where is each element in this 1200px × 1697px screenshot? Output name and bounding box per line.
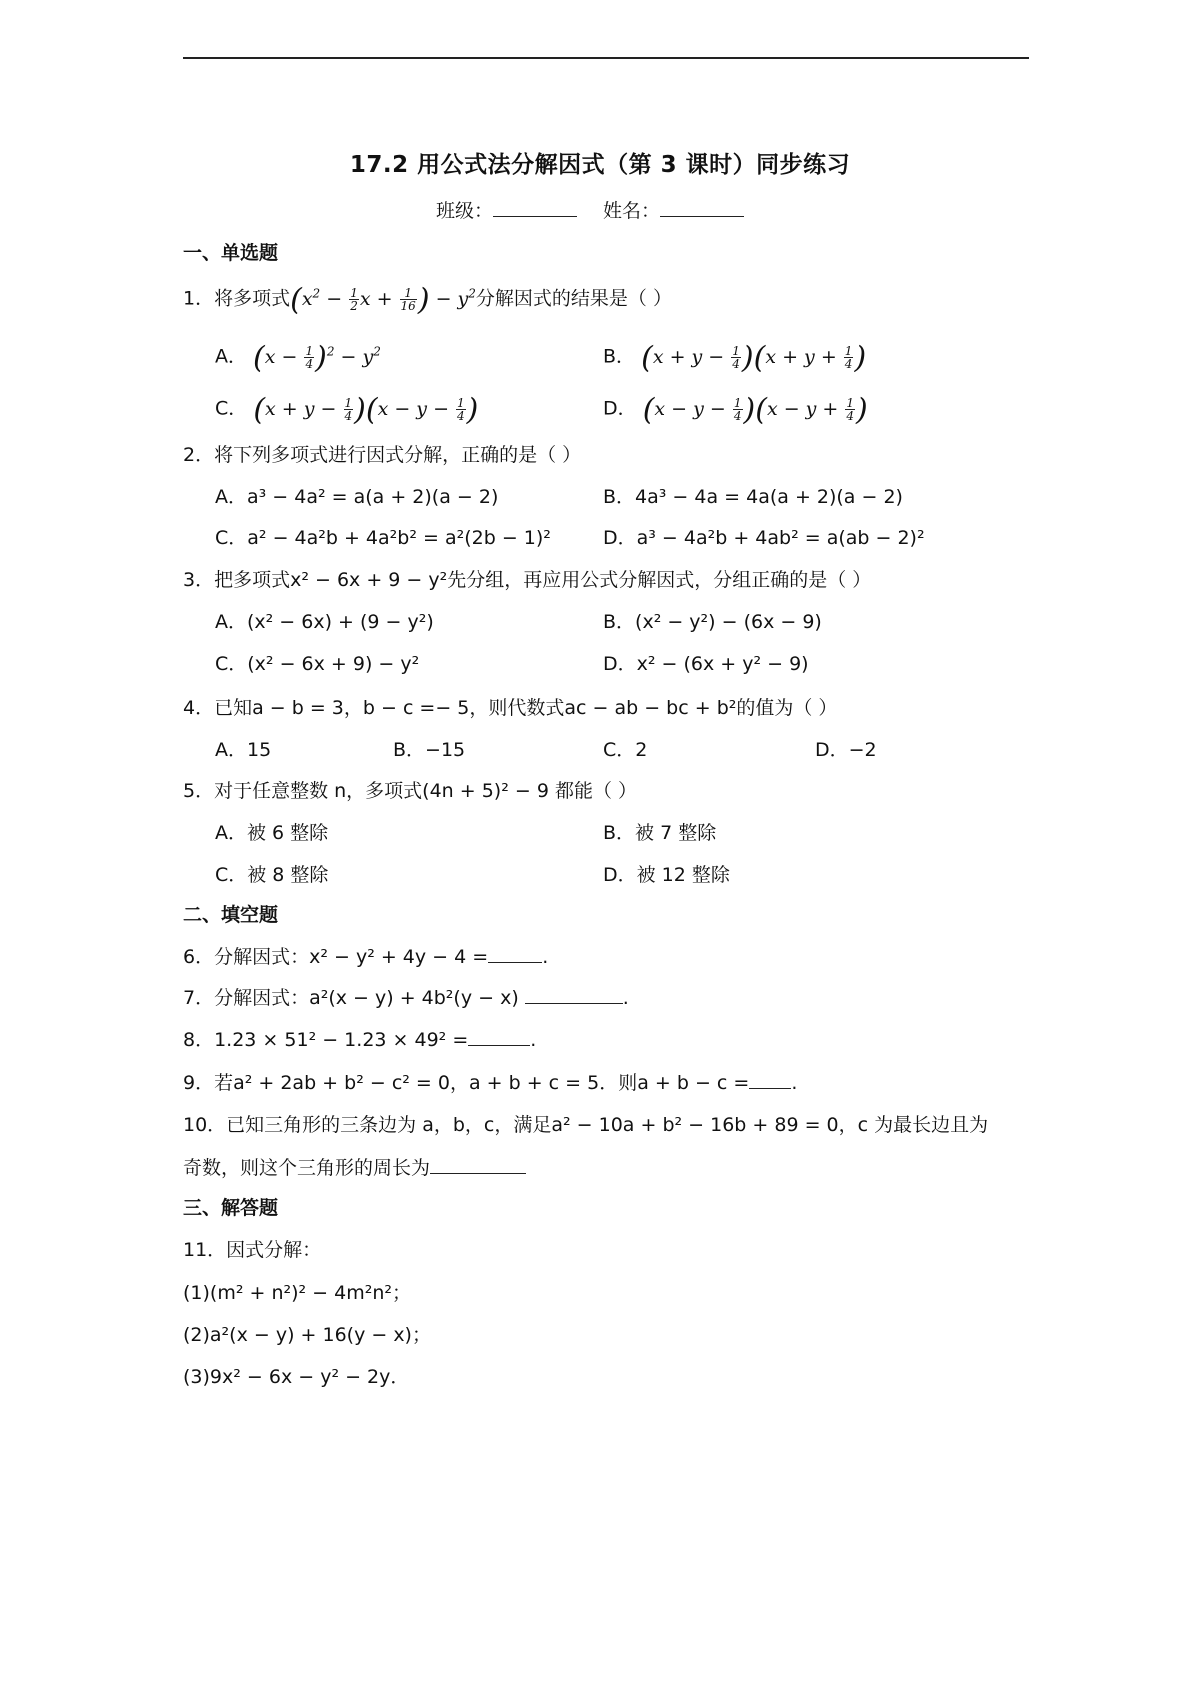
q3-option-b: B．(x² − y²) − (6x − 9) (603, 611, 822, 633)
name-blank (660, 198, 744, 217)
q4-option-b: B．−15 (393, 739, 466, 761)
section-heading-fill-blank: 二、填空题 (183, 904, 279, 926)
q1-option-b-label: B． (603, 345, 636, 368)
q10-answer-blank (430, 1155, 526, 1174)
q1-number: 1． (183, 287, 215, 310)
q1-option-d-expr: (x − y − $\frac{1}{4}$ )(x − y + $\frac{1}{4}$ ) (642, 392, 868, 427)
question-8 (183, 1025, 536, 1052)
question-7 (183, 983, 629, 1010)
q10-text: 奇数，则这个三角形的周长为 (183, 1157, 431, 1179)
question-2: 2．将下列多项式进行因式分解，正确的是（ ） (183, 444, 582, 466)
q6-end: . (542, 946, 549, 968)
q7-answer-blank (525, 985, 623, 1004)
q1-option-d (603, 392, 868, 427)
q1-expression: ($x^2$ − $\frac{1}{2}$ x + $\frac{1}{16}$ ) − $y^2$ (290, 282, 476, 317)
page-title: 17.2 用公式法分解因式（第 3 课时）同步练习 (349, 152, 851, 178)
q1-option-c (215, 392, 478, 427)
q1-option-a (215, 340, 381, 375)
q1-option-c-expr: (x + y − $\frac{1}{4}$ )(x − y − $\frac{1}{4}$ ) (253, 392, 479, 427)
student-info (0, 196, 1200, 223)
question-9 (183, 1068, 797, 1095)
question-5: 5．对于任意整数 n，多项式(4n + 5)² − 9 都能（ ） (183, 780, 637, 802)
q1-option-b (603, 340, 866, 375)
q3-option-a: A．(x² − 6x) + (9 − y²) (215, 611, 434, 633)
q5-option-b: B．被 7 整除 (603, 822, 717, 844)
class-blank (493, 198, 577, 217)
q2-option-c: C．a² − 4a²b + 4a²b² = a²(2b − 1)² (215, 527, 551, 549)
q9-answer-blank (749, 1070, 791, 1089)
question-6 (183, 942, 548, 969)
q6-answer-blank (488, 944, 542, 963)
q8-answer-blank (468, 1027, 530, 1046)
q9-end: . (791, 1072, 798, 1094)
question-4: 4．已知a − b = 3，b − c =− 5，则代数式ac − ab − bc + b²的值为（ ） (183, 697, 838, 719)
q6-text: 6．分解因式：x² − y² + 4y − 4 = (183, 946, 489, 968)
section-heading-answer: 三、解答题 (183, 1197, 279, 1219)
q5-option-a: A．被 6 整除 (215, 822, 329, 844)
q1-option-a-expr: (x − $\frac{1}{4}$ )$^2 - y^2$ (253, 340, 381, 375)
q5-option-c: C．被 8 整除 (215, 864, 329, 886)
q3-option-d: D．x² − (6x + y² − 9) (603, 653, 809, 675)
question-11-part-3: (3)9x² − 6x − y² − 2y． (183, 1366, 410, 1388)
q7-end: . (622, 987, 629, 1009)
q2-option-b: B．4a³ − 4a = 4a(a + 2)(a − 2) (603, 486, 903, 508)
q8-text: 8．1.23 × 51² − 1.23 × 49² = (183, 1029, 469, 1051)
q1-option-b-expr: (x + y − $\frac{1}{4}$ )(x + y + $\frac{1}{4}$ ) (641, 340, 867, 375)
q4-option-d: D．−2 (815, 739, 877, 761)
q1-text-b: 分解因式的结果是（ ） (475, 287, 672, 310)
section-heading-single-choice: 一、单选题 (183, 242, 279, 264)
q7-text: 7．分解因式：a²(x − y) + 4b²(y − x) (183, 987, 525, 1009)
question-11: 11．因式分解： (183, 1239, 322, 1261)
q1-option-c-label: C． (215, 397, 248, 420)
q9-text: 9．若a² + 2ab + b² − c² = 0，a + b + c = 5．则a + b − c = (183, 1072, 750, 1094)
question-3: 3．把多项式x² − 6x + 9 − y²先分组，再应用公式分解因式，分组正确的是（ ） (183, 569, 872, 591)
question-11-part-1: (1)(m² + n²)² − 4m²n²； (183, 1282, 412, 1304)
q1-option-a-label: A． (215, 345, 247, 368)
question-10-line-1: 10．已知三角形的三条边为 a，b，c，满足a² − 10a + b² − 16b + 89 = 0，c 为最长边且为 (183, 1114, 989, 1136)
question-10-line-2 (183, 1153, 526, 1180)
question-1 (183, 282, 672, 317)
class-label: 班级： (435, 200, 493, 222)
q1-option-d-label: D． (603, 397, 637, 420)
q4-option-c: C．2 (603, 739, 648, 761)
header-rule (183, 57, 1029, 59)
name-label: 姓名： (603, 200, 661, 222)
q2-option-d: D．a³ − 4a²b + 4ab² = a(ab − 2)² (603, 527, 925, 549)
q4-option-a: A．15 (215, 739, 272, 761)
question-11-part-2: (2)a²(x − y) + 16(y − x)； (183, 1324, 431, 1346)
q8-end: . (530, 1029, 537, 1051)
q2-option-a: A．a³ − 4a² = a(a + 2)(a − 2) (215, 486, 499, 508)
q1-text-a: 将多项式 (214, 287, 291, 310)
q3-option-c: C．(x² − 6x + 9) − y² (215, 653, 420, 675)
q5-option-d: D．被 12 整除 (603, 864, 730, 886)
